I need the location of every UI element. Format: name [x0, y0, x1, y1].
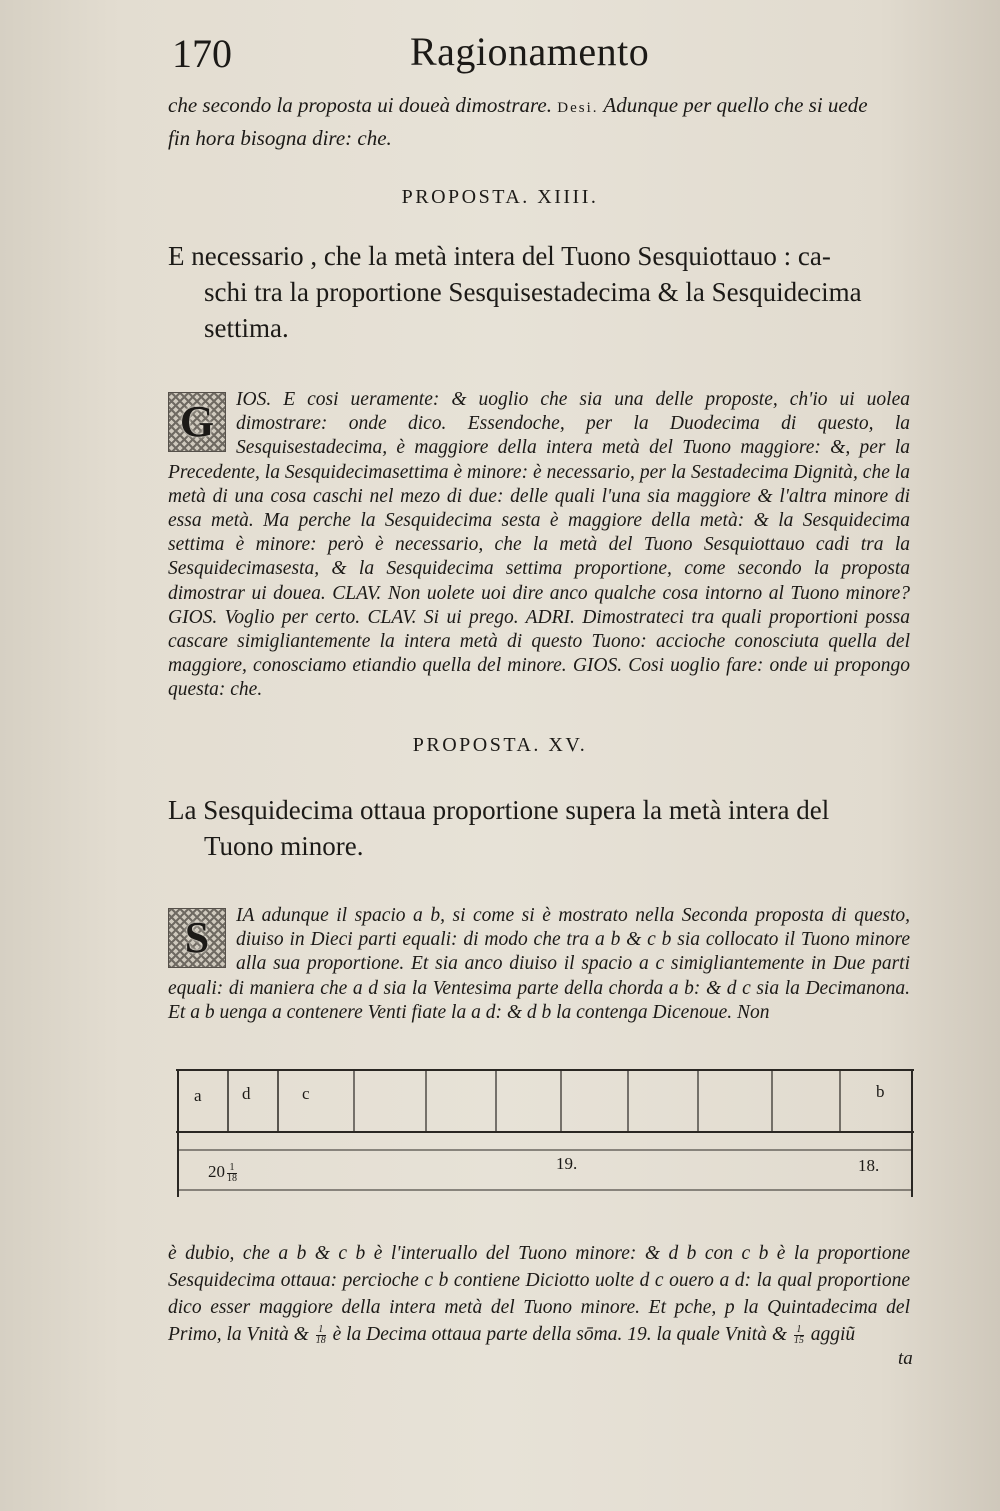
label-c: c [302, 1084, 310, 1103]
proof-paragraph-2-text: IA adunque il spacio a b, si come si è mostrato nella Seconda proposta di questo, diuiso in Dieci parti equali: di modo che tra a b & c b sia collocato il Tuono minore alla sua proportione. Et sia anco diuiso il spacio a c simigliantemente in Due parti equali: di maniera che a d sia la Ventesima parte della chorda a b: & d c sia la Decimanona. Et a b uenga a contenere Venti fiate la a d: & d b la contenga Dicenoue. Non [168, 905, 910, 1023]
fraction-numerator: 1 [227, 1163, 237, 1174]
proposition-14-heading: PROPOSTA. XIIII. [401, 186, 599, 208]
value-left [208, 1162, 239, 1184]
proposition-14-line1: E necessario , che la metà intera del Tuono Sesquiottauo : ca- [168, 241, 831, 271]
proposition-14-statement [168, 238, 910, 346]
continuation-paragraph [168, 1240, 910, 1348]
decorated-initial: S [168, 908, 226, 968]
fraction-1-18 [316, 1325, 326, 1346]
speaker-label: Desi. [557, 100, 599, 116]
page-number: 170 [172, 31, 232, 76]
proposition-15-heading: PROPOSTA. XV. [412, 734, 588, 756]
bottom-text-2: è la Decima ottaua parte della sōma. 19. la quale Vnità & [332, 1324, 787, 1345]
proof-paragraph-1-text: IOS. E cosi ueramente: & uoglio che sia una delle proposte, ch'io ui uolea dimostrare: onde dico. Essendoche, per la Duodecima di questo, la Sesquisestadecima, è maggiore della intera metà del Tuono maggiore: &, per la Precedente, la Sesquidecimasettima è minore: è necessario, per la Sestadecima Dignità, che la metà di una cosa caschi nel mezo di due: delle quali l'una sia maggiore & l'altra minore di essa metà. Ma perche la Sesquidecima sesta è maggiore della metà: & la Sesquidecima settima è minore: però è necessario, che la metà del Tuono Sesquiottauo cadi tra la Sesquidecimasesta, & la Sesquidecima settima proportione, come secondo la proposta dimostrar ui douea. CLAV. Non uolete uoi dire anco qualche cosa intorno al Tuono minore? GIOS. Voglio per certo. CLAV. Si ui prego. ADRI. Dimostrateci tra quali proportioni possa cascare simigliantemente la intera metà di questo Tuono: accioche conosciuta quella del maggiore, conosciamo etiandio quella del minore. GIOS. Cosi uoglio fare: onde ui propongo questa: che. [168, 389, 910, 701]
continuation-line1b: Adunque per quello che si uede [603, 93, 868, 117]
value-left-fraction [227, 1163, 237, 1184]
proposition-15-statement [168, 792, 910, 864]
catchword: ta [898, 1348, 913, 1369]
label-d: d [242, 1084, 251, 1103]
value-right: 18. [858, 1156, 880, 1175]
continuation-line2: fin hora bisogna dire: che. [168, 126, 392, 150]
value-middle: 19. [556, 1154, 578, 1173]
fraction-numerator: 1 [316, 1325, 326, 1336]
proposition-15-rest: Tuono minore. [204, 831, 364, 861]
decorated-initial: G [168, 392, 226, 452]
fraction-denominator: 18 [227, 1172, 237, 1184]
proposition-14-rest: schi tra la proportione Sesquisestadecima & la Sesquidecima settima. [204, 277, 862, 343]
label-a: a [194, 1086, 202, 1105]
diagram-lines [176, 1062, 916, 1202]
continuation-text [168, 90, 910, 153]
bottom-text-1: è dubio, che a b & c b è l'interuallo del Tuono minore: & d b con c b è la proportione Sesquidecima ottaua: percioche c b contiene Diciotto uolte d c ouero a d: la qual proportione dico esser maggiore della intera metà del Tuono minore. Et pche, p la Quintadecima del Primo, la Vnità & [168, 1243, 910, 1345]
string-division-diagram [176, 1062, 916, 1202]
proof-paragraph-1 [168, 388, 910, 703]
value-left-whole: 20 [208, 1162, 225, 1181]
proposition-15-line1: La Sesquidecima ottaua proportione supera la metà intera del [168, 795, 830, 825]
fraction-denominator: 15 [793, 1335, 804, 1347]
fraction-1-15 [794, 1325, 804, 1346]
proof-paragraph-2 [168, 904, 910, 1025]
continuation-line1: che secondo la proposta ui doueà dimostrare. [168, 93, 552, 117]
fraction-numerator: 1 [794, 1325, 804, 1336]
bottom-text-3: aggiũ [810, 1324, 856, 1345]
fraction-denominator: 18 [315, 1335, 326, 1347]
running-title: Ragionamento [410, 29, 650, 74]
label-b: b [876, 1082, 885, 1101]
